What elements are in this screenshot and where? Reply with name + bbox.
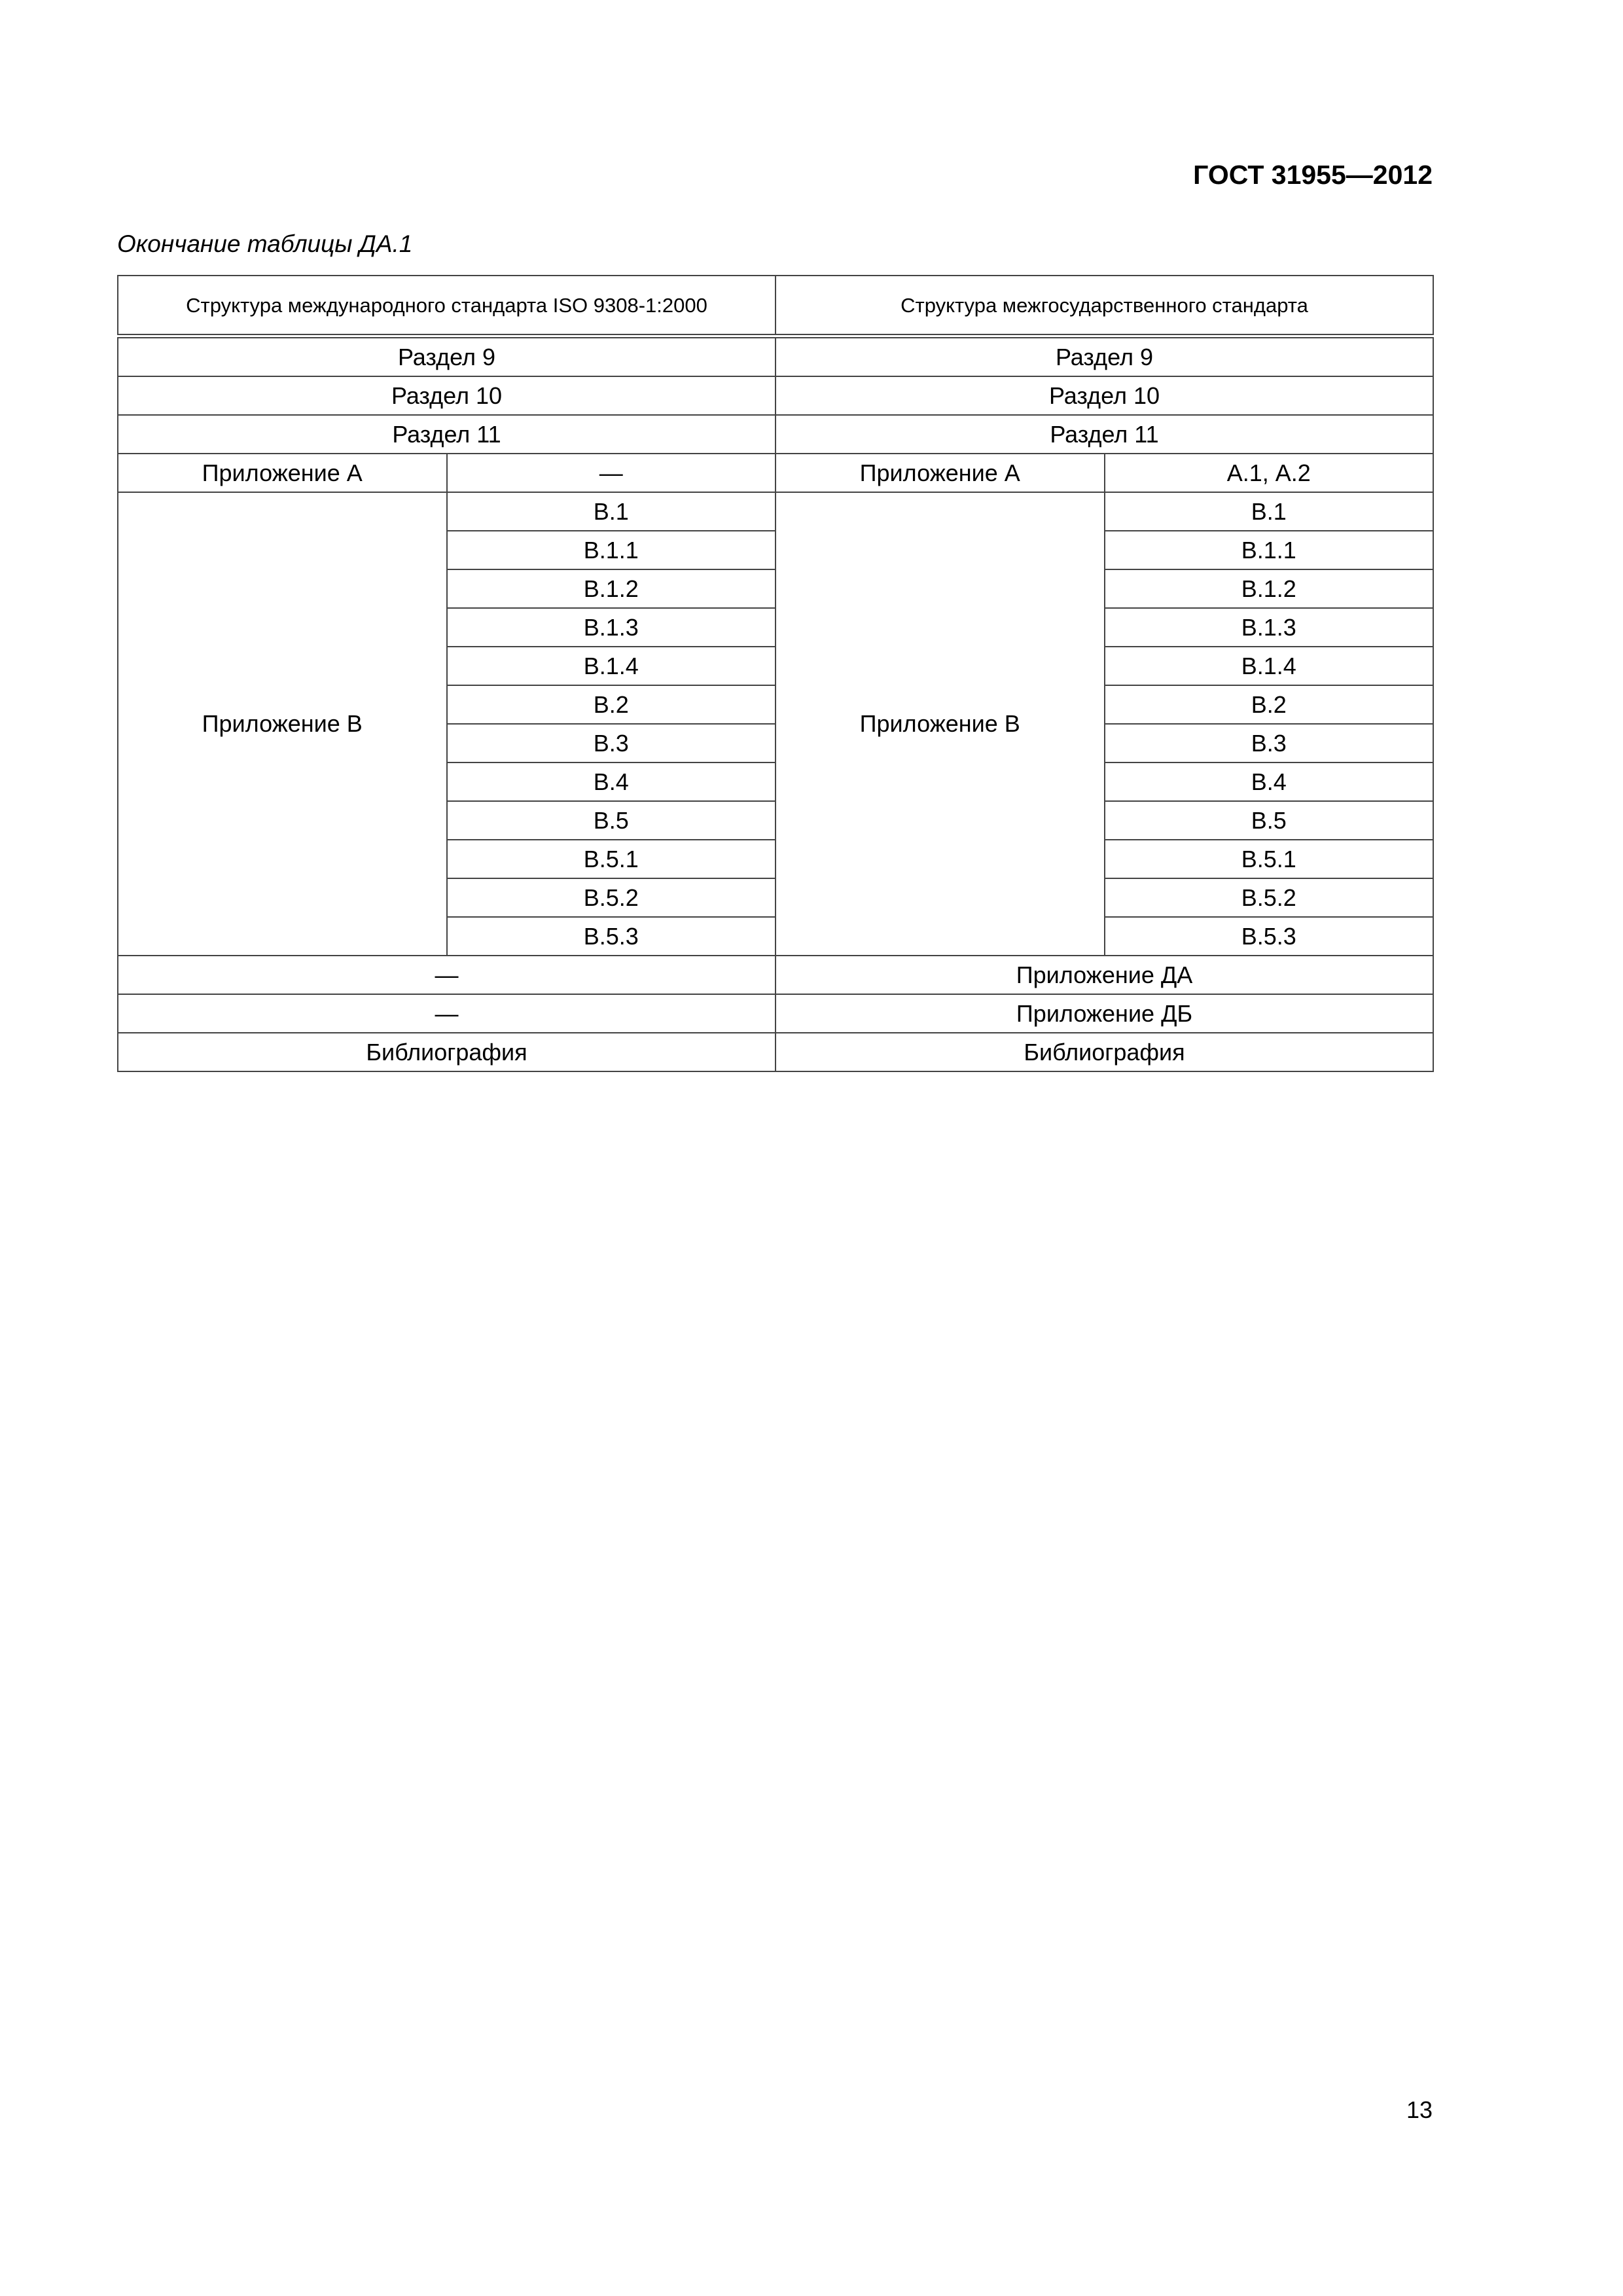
cell-interstate-sub: В.4: [1105, 762, 1434, 801]
table-row: [118, 415, 1433, 454]
cell-international-sub: В.5.2: [447, 878, 776, 917]
cell-international-sub: В.5.1: [447, 840, 776, 878]
cell-international-sub: В.1: [447, 492, 776, 531]
table-row: [118, 956, 1433, 994]
cell-international-annex: Приложение В: [118, 492, 447, 956]
document-code: ГОСТ 31955—2012: [1193, 160, 1433, 190]
cell-interstate-sub: В.1.2: [1105, 569, 1434, 608]
cell-international-sub: В.5.3: [447, 917, 776, 956]
cell-international-sub: В.1.4: [447, 647, 776, 685]
cell-interstate: Раздел 10: [776, 376, 1433, 415]
page-number: 13: [1406, 2096, 1433, 2123]
table-row: [118, 994, 1433, 1033]
table-row: [118, 336, 1433, 377]
cell-interstate-sub: В.5.3: [1105, 917, 1434, 956]
cell-interstate-sub: В.1: [1105, 492, 1434, 531]
cell-interstate-sub: В.1.4: [1105, 647, 1434, 685]
cell-interstate: Приложение ДБ: [776, 994, 1433, 1033]
cell-interstate: Раздел 9: [776, 336, 1433, 377]
cell-international-sub: В.1.2: [447, 569, 776, 608]
cell-international-sub: В.1.3: [447, 608, 776, 647]
cell-international-sub: В.1.1: [447, 531, 776, 569]
table-row: [118, 1033, 1433, 1071]
header-interstate: Структура межгосударственного стандарта: [776, 276, 1433, 336]
cell-international: Раздел 10: [118, 376, 776, 415]
cell-international: Раздел 9: [118, 336, 776, 377]
cell-international-sub: В.5: [447, 801, 776, 840]
cell-interstate-sub: А.1, А.2: [1105, 454, 1434, 492]
cell-international-sub: В.3: [447, 724, 776, 762]
cell-interstate-sub: В.5.2: [1105, 878, 1434, 917]
cell-international-sub: В.4: [447, 762, 776, 801]
table-row: [118, 492, 1433, 531]
table-row: [118, 376, 1433, 415]
cell-interstate-annex: Приложение А: [776, 454, 1105, 492]
table-caption: Окончание таблицы ДА.1: [117, 230, 413, 257]
cell-international: —: [118, 994, 776, 1033]
table-row: [118, 454, 1433, 492]
cell-international-sub: —: [447, 454, 776, 492]
cell-interstate: Раздел 11: [776, 415, 1433, 454]
cell-interstate-sub: В.2: [1105, 685, 1434, 724]
cell-international: Библиография: [118, 1033, 776, 1071]
cell-interstate-sub: В.1.3: [1105, 608, 1434, 647]
cell-international: —: [118, 956, 776, 994]
cell-interstate: Приложение ДА: [776, 956, 1433, 994]
table-header-row: [118, 276, 1433, 336]
cell-interstate-annex: Приложение В: [776, 492, 1105, 956]
cell-international-annex: Приложение А: [118, 454, 447, 492]
cell-international: Раздел 11: [118, 415, 776, 454]
cell-international-sub: В.2: [447, 685, 776, 724]
cell-interstate-sub: В.1.1: [1105, 531, 1434, 569]
cell-interstate-sub: В.5: [1105, 801, 1434, 840]
header-international: Структура международного стандарта ISO 9308-1:2000: [118, 276, 776, 336]
cell-interstate-sub: В.5.1: [1105, 840, 1434, 878]
cell-interstate-sub: В.3: [1105, 724, 1434, 762]
structure-comparison-table: [117, 275, 1434, 1072]
cell-interstate: Библиография: [776, 1033, 1433, 1071]
